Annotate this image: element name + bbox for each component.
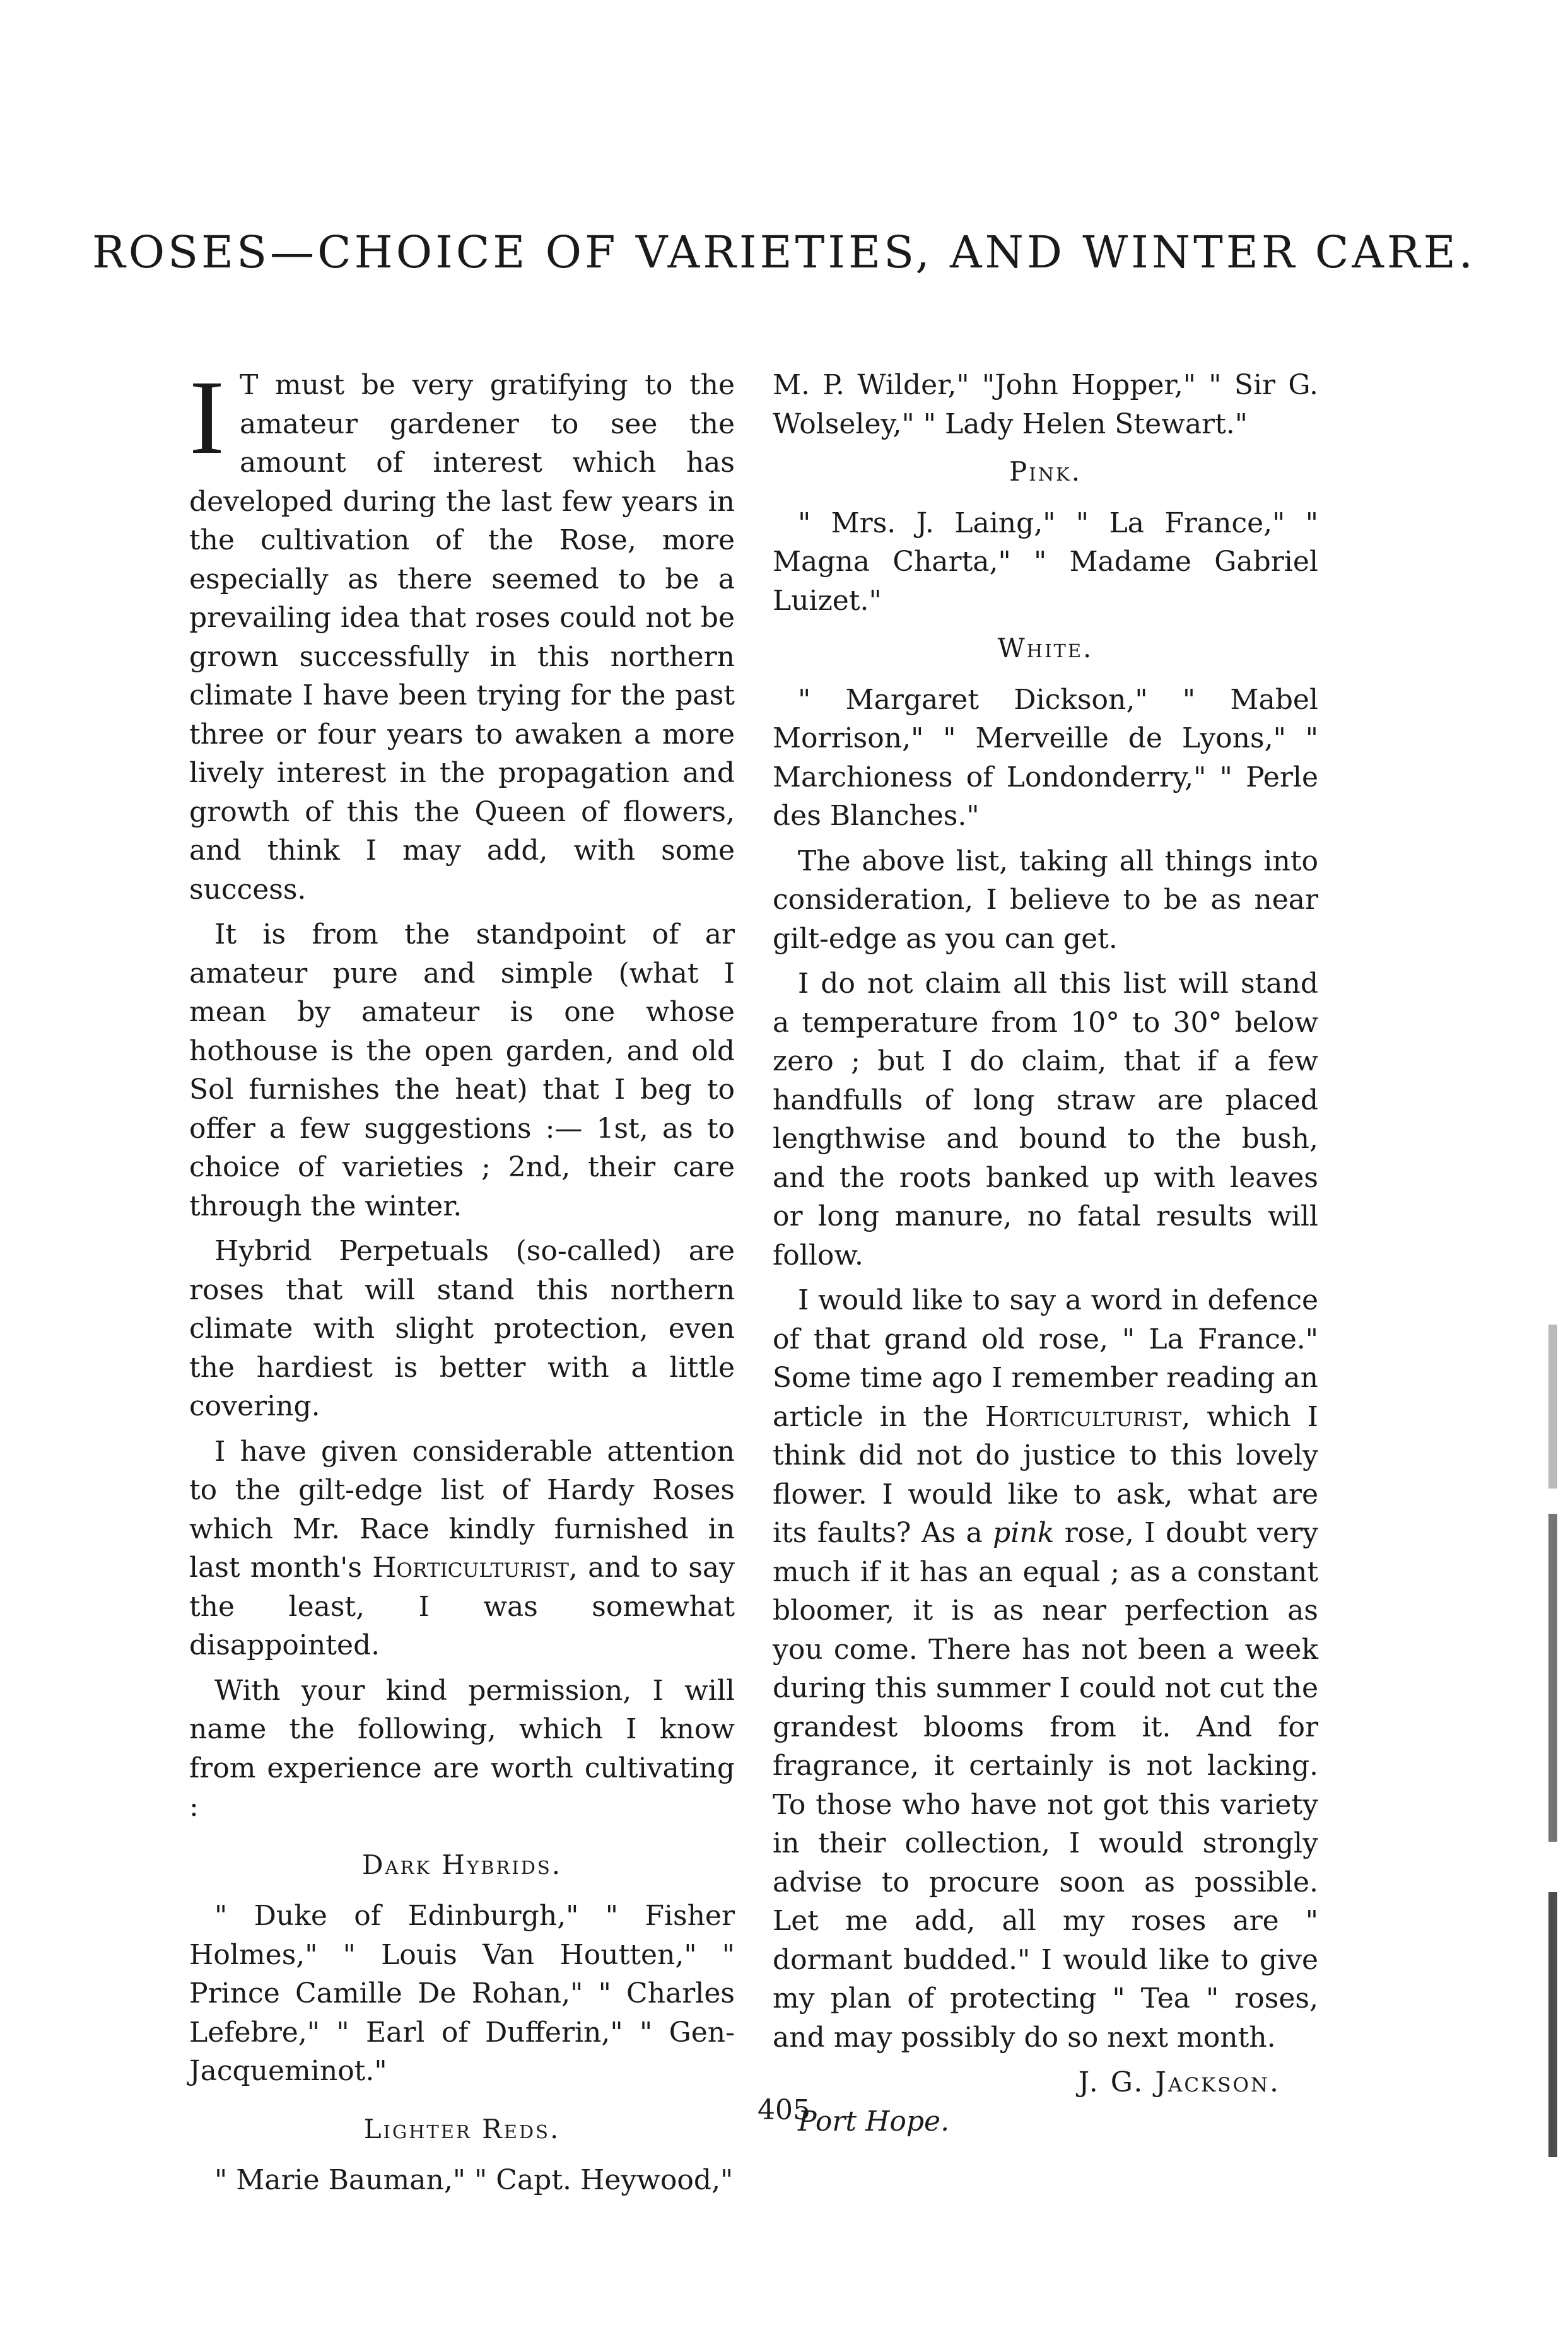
text-segment: rose, I doubt very much if it has an equal ; as a constant bloomer, it is as near perfection as you come. There has not been a week during this summer I could not cut the grandest blooms from it. And for fragrance, it certainly is not lacking. To those who have not got this variety in their collection, I would strongly advise to procure soon as possible. Let me add, all my roses are " dormant budded." I would like to give my plan of protecting " Tea " roses, and may possibly do so next month. — [773, 1517, 1318, 2054]
scan-edge-mark — [1548, 1892, 1557, 2157]
scan-edge-mark — [1548, 1325, 1557, 1489]
text-segment: , and to say the least, I was somewhat disappointed. — [189, 1552, 735, 1661]
paragraph-permission: With your kind permission, I will name the following, which I know from experience are worth cultivating : — [189, 1674, 735, 1823]
emphasis-pink: pink — [993, 1517, 1055, 1549]
paragraph-hybrid-perpetuals: Hybrid Perpetuals (so-called) are roses that will stand this northern climate with slight protection, even the hardiest is better with a little covering. — [189, 1235, 735, 1422]
list-dark-hybrids: " Duke of Edinburgh," " Fisher Holmes," " Louis Van Houtten," " Prince Camille De Rohan," " Charles Lefebre," " Earl of Dufferin," " Gen-Jacqueminot." — [189, 1900, 735, 2087]
paragraph-intro — [189, 359, 735, 909]
author-place: Port Hope. — [798, 2105, 950, 2138]
heading-white: White. — [997, 633, 1094, 664]
page-number: 405 — [758, 2094, 810, 2126]
heading-lighter-reds: Lighter Reds. — [363, 2113, 561, 2144]
paragraph-above-list: The above list, taking all things into consideration, I believe to be as near gilt-edge as you can get. — [773, 845, 1318, 955]
text-segment: I would like to say a word in defence of that grand old rose, " La France." Some time ago I remember reading an article in the — [773, 1284, 1318, 1433]
text-segment: I have given considerable attention to the gilt-edge list of Hardy Roses which Mr. Race kindly furnished in last month's — [189, 1435, 735, 1584]
left-column — [189, 359, 735, 2206]
paragraph-standpoint: It is from the standpoint of ar amateur pure and simple (what I mean by amateur is one whose hothouse is the open garden, and old Sol furnishes the heat) that I beg to offer a few suggestions :— 1st, as to choice of varieties ; 2nd, their care through the winter. — [189, 918, 735, 1222]
paragraph-la-france — [773, 1281, 1318, 2057]
heading-dark-hybrids: Dark Hybrids. — [361, 1849, 563, 1880]
list-lighter-reds-cont: M. P. Wilder," "John Hopper," " Sir G. Wolseley," " Lady Helen Stewart." — [773, 369, 1318, 440]
text-segment: , which I think did not do justice to this lovely flower. I would like to ask, what are its faults? As a — [773, 1400, 1318, 1549]
right-column — [773, 366, 1318, 2147]
journal-name: Horticulturist — [372, 1552, 569, 1584]
article-title: ROSES—CHOICE OF VARIETIES, AND WINTER CARE. — [91, 226, 1476, 278]
paragraph-temperature: I do not claim all this list will stand a temperature from 10° to 30° below zero ; but I do claim, that if a few handfulls of long straw are placed lengthwise and bound to the bush, and the roots banked up with leaves or long manure, no fatal results will follow. — [773, 968, 1318, 1272]
drop-cap: I — [189, 359, 225, 476]
heading-pink: Pink. — [1009, 456, 1082, 487]
list-white: " Margaret Dickson," " Mabel Morrison," " Merveille de Lyons," " Marchioness of Londonderry," " Perle des Blanches." — [773, 683, 1318, 832]
paragraph-gilt-edge-list — [189, 1432, 735, 1665]
intro-text: T must be very gratifying to the amateur gardener to see the amount of interest which has developed during the last few years in the cultivation of the Rose, more especially as there seemed to be a prevailing idea that roses could not be grown successfully in this northern climate I have been trying for the past three or four years to awaken a more lively interest in the propagation and growth of this the Queen of flowers, and think I may add, with some success. — [189, 369, 735, 906]
author-signature: J. G. Jackson. — [1078, 2066, 1280, 2098]
scan-edge-mark — [1548, 1514, 1557, 1842]
list-pink: " Mrs. J. Laing," " La France," " Magna Charta," " Madame Gabriel Luizet." — [773, 506, 1318, 617]
journal-name: Horticulturist — [985, 1400, 1182, 1433]
list-lighter-reds-start: " Marie Bauman," " Capt. Heywood," — [214, 2164, 734, 2196]
